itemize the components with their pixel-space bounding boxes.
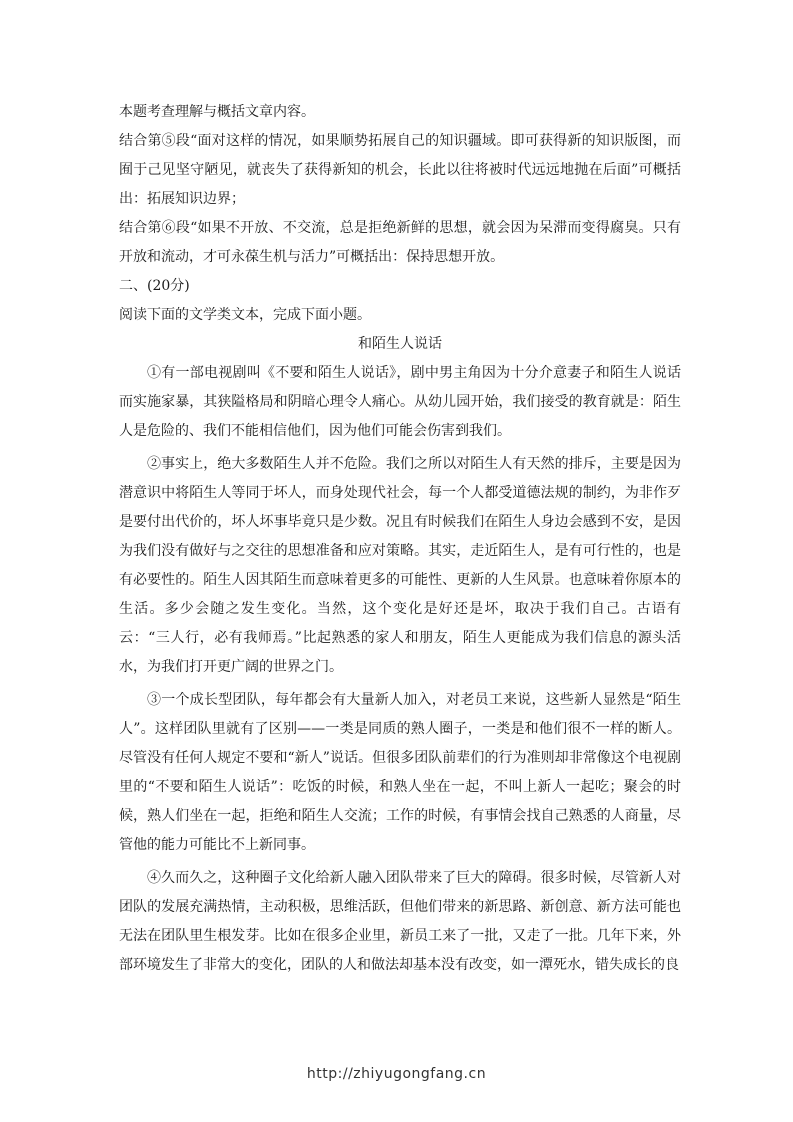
- section-header: 二、(20分): [119, 278, 190, 294]
- article-paragraph-3: ③一个成长型团队，每年都会有大量新人加入，对老员工来说，这些新人显然是“陌生人”。这样团队里就有了区别——一类是同质的熟人圈子，一类是和他们很不一样的断人。尽管没有任何人规定不要和“新人”说话。但很多团队前辈们的行为准则却非常像这个电视剧里的“不要和陌生人说话”：吃饭的时候，和熟人坐在一起，不叫上新人一起吃；聚会的时候，熟人们坐在一起，拒绝和陌生人交流；工作的时候，有事情会找自己熟悉的人商量，尽管他的能力可能比不上新同事。: [119, 692, 681, 853]
- footer-url: http://zhiyugongfang.cn: [306, 1066, 487, 1082]
- article-paragraph-2: ②事实上，绝大多数陌生人并不危险。我们之所以对陌生人有天然的排斥，主要是因为潜意识中将陌生人等同于坏人，而身处现代社会，每一个人都受道德法规的制约，为非作歹是要付出代价的，坏人坏事毕竟只是少数。况且有时候我们在陌生人身边会感到不安，是因为我们没有做好与之交往的思想准备和应对策略。其实，走近陌生人，是有可行性的，也是有必要性的。陌生人因其陌生而意味着更多的可能性、更新的人生风景。也意味着你原本的生活。多少会随之发生变化。当然，这个变化是好还是坏，取决于我们自己。古语有云：“三人行，必有我师焉。”比起熟悉的家人和朋友，陌生人更能成为我们信息的源头活水，为我们打开更广阔的世界之门。: [119, 456, 681, 675]
- analysis-paragraph-6: 结合第⑥段“如果不开放、不交流，总是拒绝新鲜的思想，就会因为呆滞而变得腐臭。只有开放和流动，才可永葆生机与活力”可概括出：保持思想开放。: [119, 220, 681, 265]
- article-title: 和陌生人说话: [358, 336, 442, 352]
- article-paragraph-1: ①有一部电视剧叫《不要和陌生人说话》，剧中男主角因为十分介意妻子和陌生人说话而实施家暴，其狭隘格局和阴暗心理令人痛心。从幼儿园开始，我们接受的教育就是：陌生人是危险的、我们不能相信他们，因为他们可能会伤害到我们。: [119, 365, 681, 439]
- reading-instruction: 阅读下面的文学类文本，完成下面小题。: [119, 307, 371, 323]
- document-body: [119, 98, 681, 980]
- intro-line: 本题考查理解与概括文章内容。: [119, 104, 315, 120]
- analysis-paragraph-5: 结合第⑤段“面对这样的情况，如果顺势拓展自己的知识疆域。即可获得新的知识版图，而囿于己见坚守陋见，就丧失了获得新知的机会，长此以往将被时代远远地抛在后面”可概括出：拓展知识边界；: [119, 133, 681, 207]
- article-paragraph-4: ④久而久之，这种圈子文化给新人融入团队带来了巨大的障碍。很多时候，尽管新人对团队的发展充满热情，主动积极，思维活跃，但他们带来的新思路、新创意、新方法可能也无法在团队里生根发芽。比如在很多企业里，新员工来了一批，又走了一批。几年下来，外部环境发生了非常大的变化，团队的人和做法却基本没有改变，如一潭死水，错失成长的良: [119, 870, 681, 973]
